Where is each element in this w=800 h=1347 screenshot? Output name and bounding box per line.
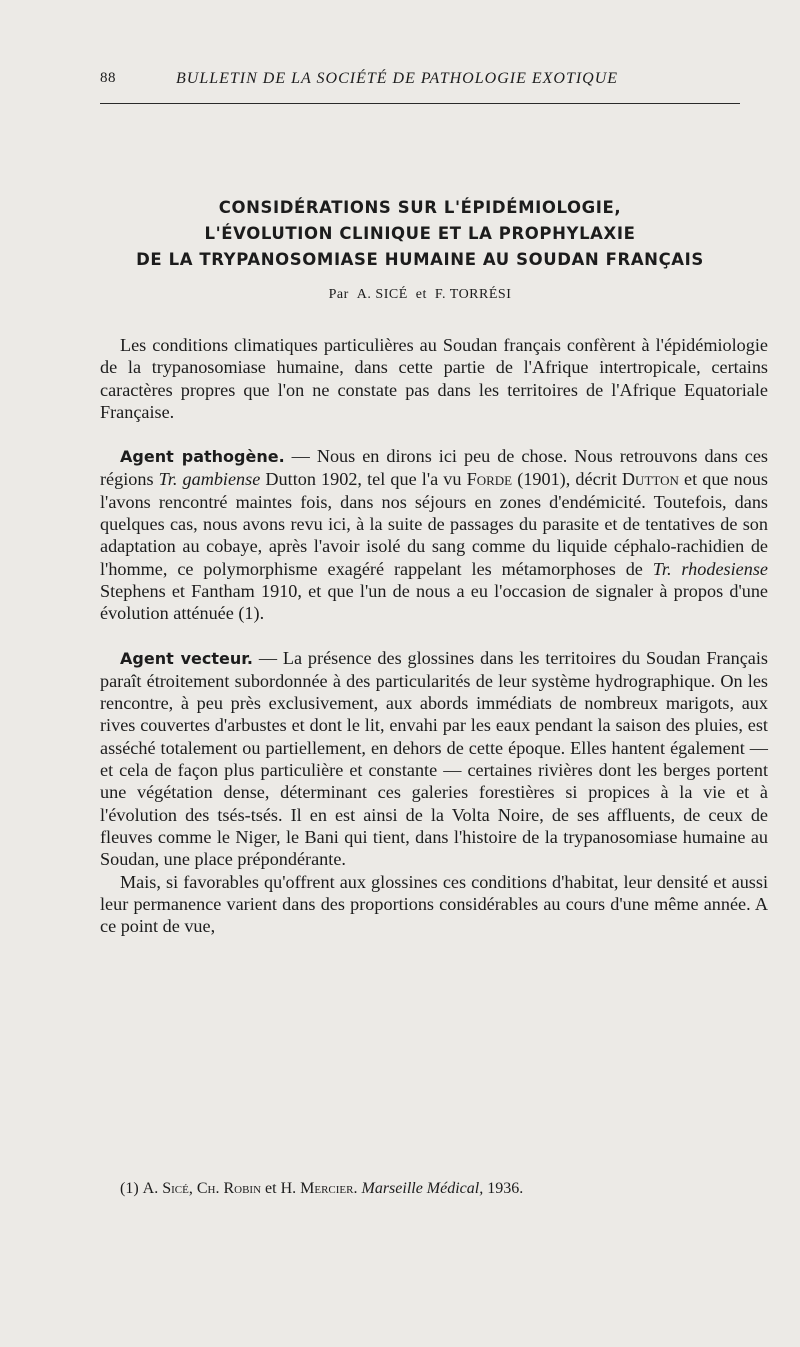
section-agent-pathogene [100, 445, 768, 624]
footnote-author-3: H. Mercier. [280, 1180, 358, 1197]
footnote-journal: Marseille Médical, [361, 1180, 484, 1197]
intro-paragraph [100, 334, 768, 423]
section-heading-agent-vecteur: Agent vecteur. [120, 648, 253, 668]
author-forde: Forde [466, 469, 513, 490]
species-rhodesiense: Tr. rhodesiense [652, 558, 768, 579]
section1-text-4: et que nous l'avons rencontré maintes fois, dans nos séjours en zones d'endémicité. Toutefois, dans quelques cas, nous avons revu ici, à la suite de passages du parasite et de tentatives de son adaptation au cobaye, après l'avoir isolé du sang comme du liquide céphalo-rachidien de l'homme, ce polymorphisme exagéré rappelant les métamorphoses de [100, 469, 768, 579]
footnote [120, 1180, 760, 1198]
running-head [100, 70, 740, 96]
header-rule [100, 103, 740, 104]
footnote-et: et [265, 1180, 277, 1197]
footnote-year: 1936. [487, 1180, 524, 1197]
title-line-1: CONSIDÉRATIONS SUR L'ÉPIDÉMIOLOGIE, [218, 198, 622, 217]
section2-text: — La présence des glossines dans les territoires du Soudan Français paraît étroitement subordonnée à des particularités de leur système hydrographique. On les rencontre, à peu près exclusivement, aux abords immédiats de nombreux marigots, aux rives couvertes d'arbustes et dont le lit, envahi par les eaux pendant la saison des pluies, est asséché totalement ou partiellement, en dehors de cette époque. Elles hantent également — et cela de façon plus particulière et constante — certaines rivières dont les berges portent une végétation dense, déterminant ces galeries forestières si propices à la vie et à l'évolution des tsés-tsés. Il en est ainsi de la Volta Noire, de ses affluents, de ceux de fleuves comme le Niger, le Bani qui tient, dans l'histoire de la trypanosomiase humaine au Soudan, une place prépondérante. [100, 647, 769, 870]
byline-author-2: F. TORRÉSI [434, 287, 512, 302]
title-line-2: L'ÉVOLUTION CLINIQUE ET LA PROPHYLAXIE [204, 224, 636, 243]
section-heading-agent-pathogene: Agent pathogène. [120, 447, 285, 467]
page-number: 88 [100, 70, 116, 86]
section1-text-5: Stephens et Fantham 1910, et que l'un de nous a eu l'occasion de signaler à propos d'une évolution atténuée (1). [100, 580, 768, 624]
journal-title: BULLETIN DE LA SOCIÉTÉ DE PATHOLOGIE EXOTIQUE [176, 70, 619, 87]
footnote-marker: (1) [120, 1180, 139, 1197]
article-body [100, 334, 768, 937]
section1-text-3: (1901), décrit [512, 469, 622, 490]
byline-author-1: A. SICÉ [356, 287, 408, 302]
section1-text-2: Dutton 1902, tel que l'a vu [260, 469, 467, 490]
byline [100, 287, 740, 303]
section1-text-1: — Nous en dirons ici peu de chose. Nous retrouvons dans ces régions [100, 446, 769, 490]
author-dutton: Dutton [621, 469, 679, 490]
byline-par: Par [328, 287, 349, 302]
paragraph-habitat [100, 871, 768, 938]
paragraph-habitat-text: Mais, si favorables qu'offrent aux glossines ces conditions d'habitat, leur densité et aussi leur permanence varient dans des proportions considérables au cours d'une même année. A ce point de vue, [100, 871, 768, 937]
intro-text: Les conditions climatiques particulières au Soudan français confèrent à l'épidémiologie de la trypanosomiase humaine, dans cette partie de l'Afrique intertropicale, certains caractères propres que l'on ne constate pas dans les territoires de l'Afrique Equatoriale Française. [100, 335, 768, 422]
footnote-author-2: Ch. Robin [196, 1180, 262, 1197]
species-gambiense: Tr. gambiense [158, 469, 261, 490]
byline-et: et [415, 287, 427, 302]
footnote-author-1: A. Sicé, [142, 1180, 193, 1197]
article-title [90, 195, 750, 273]
section-agent-vecteur [100, 647, 768, 871]
title-line-3: DE LA TRYPANOSOMIASE HUMAINE AU SOUDAN FRANÇAIS [136, 250, 704, 269]
